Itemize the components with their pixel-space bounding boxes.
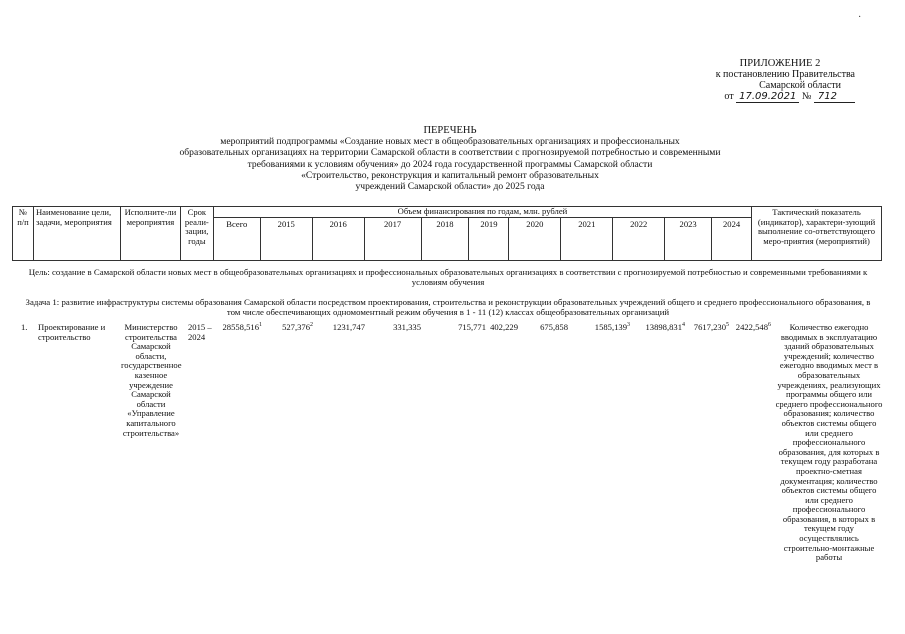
handwritten-number: 712 (814, 91, 855, 103)
header-funding: Объем финансирования по годам, млн. рублей (213, 207, 751, 218)
header-year: 2019 (469, 217, 509, 260)
header-year: 2024 (712, 217, 752, 260)
task-text: Задача 1: развитие инфраструктуры системы образования Самарской области посредством проектирования, строительства и реконструкции образовательных учреждений общего и среднего профессионального образования, в том числе обеспечивающих одномоментный режим обучения в 1 - 11 (12) классах общеобразовательных организаций (25, 297, 871, 317)
annex-line-2: Самарской области (759, 80, 841, 91)
annex-title: ПРИЛОЖЕНИЕ 2 (739, 58, 821, 69)
header-year-total: Всего (213, 217, 260, 260)
measures-table-header (12, 206, 882, 261)
annex-block (685, 58, 855, 102)
heading-line: требованиями к условиям обучения» до 2024 года государственной программы Самарской области (247, 158, 653, 170)
handwritten-date: 17.09.2021 (736, 91, 799, 103)
number-prefix: № (801, 91, 812, 102)
row-value: 715,771 (458, 322, 486, 332)
heading-line: «Строительство, реконструкция и капитальный ремонт образовательных (301, 169, 599, 181)
row-value: 1585,139$^3$ (594, 322, 630, 332)
heading-line: мероприятий подпрограммы «Создание новых мест в общеобразовательных организациях и профессиональных (220, 136, 680, 148)
document-heading (120, 125, 780, 192)
row-value: 527,376$^2$ (282, 322, 313, 332)
header-indicator: Тактический показатель (индикатор), характери-зующий выполнение со-ответствующего меро-приятия (мероприятий) (752, 207, 882, 261)
header-year: 2017 (364, 217, 421, 260)
scan-mark: · (858, 12, 862, 23)
header-year: 2022 (613, 217, 665, 260)
header-term: Срок реали-зации, годы (180, 207, 213, 261)
header-executor: Исполните-ли мероприятия (120, 207, 180, 261)
heading-title: ПЕРЕЧЕНЬ (423, 125, 477, 136)
heading-line: образовательных организациях на территории Самарской области в соответствии с прогнозируемой потребностью и современными (179, 147, 721, 159)
heading-line: учреждений Самарской области» до 2025 года (355, 181, 545, 193)
row-value: 13898,831$^4$ (645, 322, 685, 332)
row-measure-name: Проектирование и строительство (38, 322, 106, 342)
row-value: 331,335 (393, 322, 421, 332)
goal-text: Цель: создание в Самарской области новых мест в общеобразовательных организациях и профессиональных образовательных организациях в соответствии с прогнозируемой потребностью и современными требованиями к условиям обучения (28, 267, 868, 287)
header-year: 2015 (260, 217, 312, 260)
row-value-total: 28558,516$^1$ (222, 322, 262, 332)
date-prefix: от (724, 91, 734, 102)
row-indicator: Количество ежегодно вводимых в эксплуатацию зданий образовательных учреждений; количество ежегодно вводимых мест в образовательных учреждениях, реализующих программы общего или среднего профессионального образования; количество объектов системы общего или среднего профессионального образования, для которых в текущем году разработана проектно-сметная документация; количество объектов системы общего или среднего профессионального образования, в которых в текущем году осуществлялись строительно-монтажные работы (775, 322, 883, 563)
row-value: 7617,230$^5$ (693, 322, 729, 332)
row-value: 402,229 (490, 322, 518, 332)
header-year: 2023 (665, 217, 712, 260)
header-year: 2016 (312, 217, 364, 260)
header-year: 2018 (421, 217, 469, 260)
row-value: 1231,747 (332, 322, 365, 332)
header-num: № п/п (13, 207, 34, 261)
header-year: 2021 (561, 217, 613, 260)
row-number: 1. (21, 322, 28, 332)
row-term: 2015 – 2024 (188, 322, 212, 342)
header-year: 2020 (509, 217, 561, 260)
header-name: Наименование цели, задачи, мероприятия (33, 207, 120, 261)
row-value: 2422,548$^6$ (735, 322, 771, 332)
row-value: 675,858 (540, 322, 568, 332)
annex-line-1: к постановлению Правительства (715, 69, 855, 80)
annex-date-number (685, 91, 855, 102)
row-executor: Министерство строительства Самарской области, государственное казенное учреждение Самарской области «Управление капитального строительства» (121, 322, 182, 438)
